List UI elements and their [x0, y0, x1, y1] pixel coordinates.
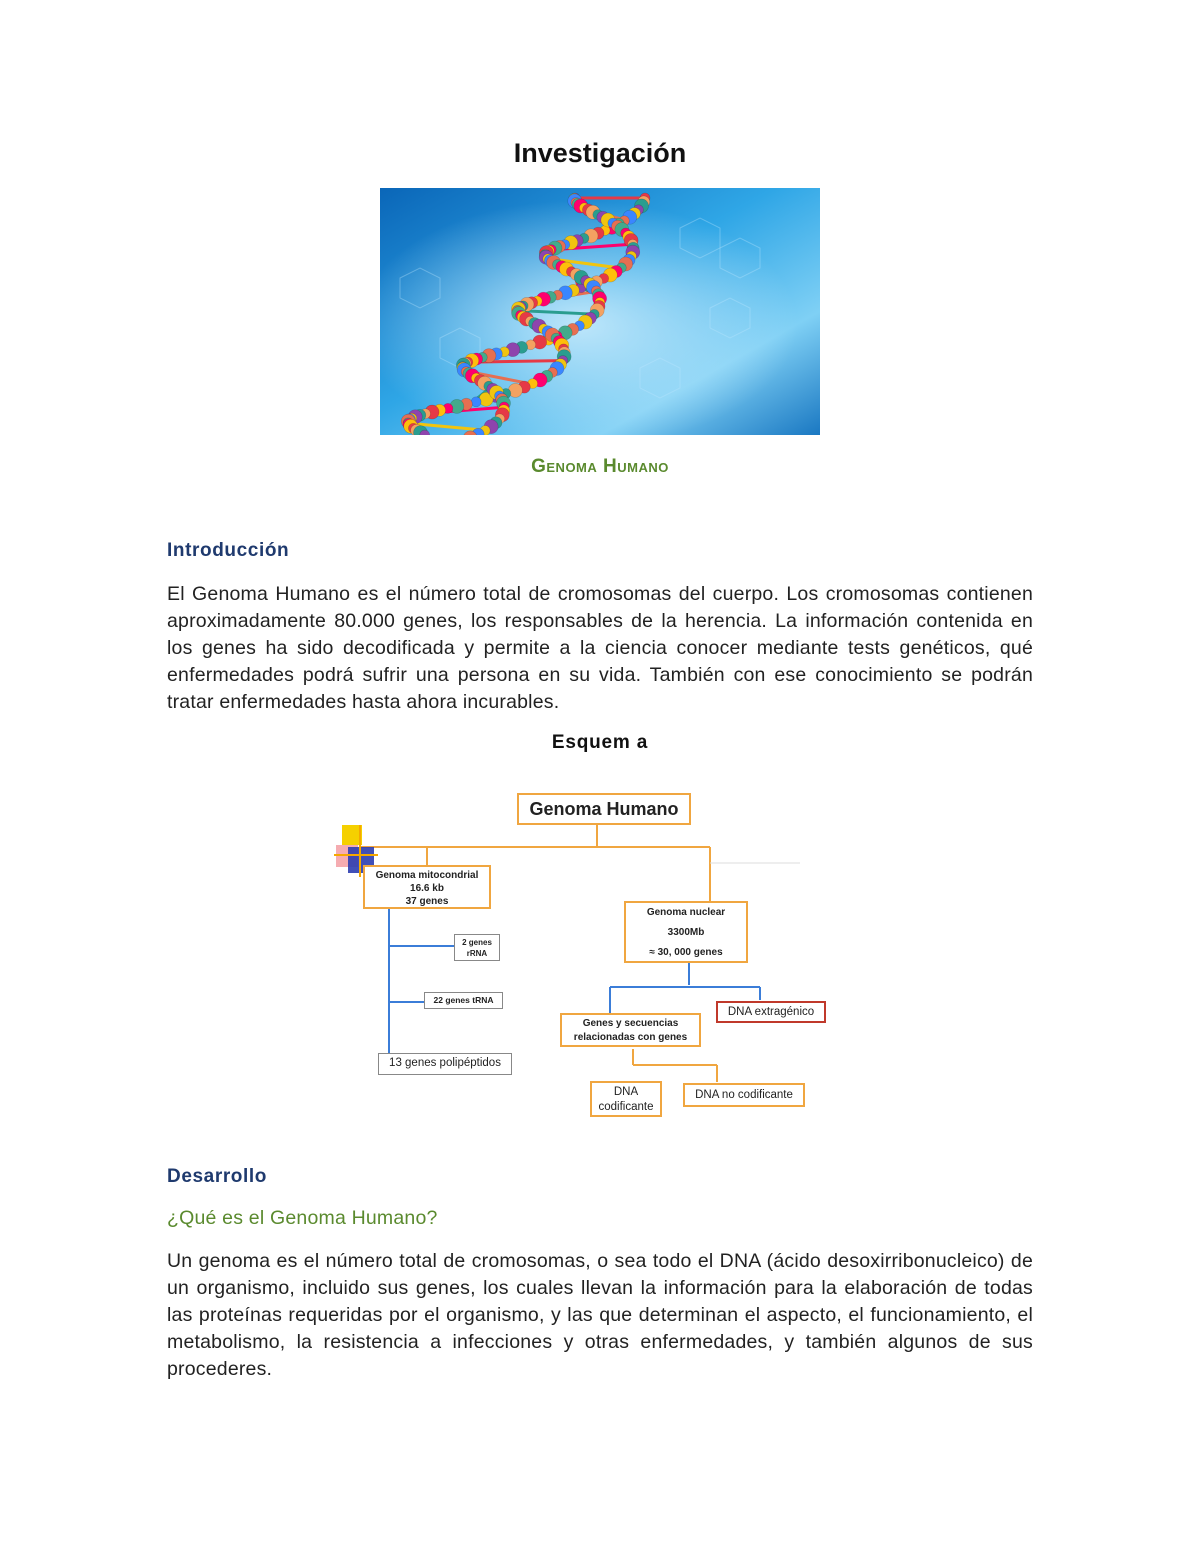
schema-heading: Esquem a [551, 732, 649, 753]
genes-sequences-line2: relacionadas con genes [573, 1032, 688, 1043]
mito-genome-node [363, 865, 491, 909]
trna-node: 22 genes tRNA [424, 992, 503, 1009]
genes-sequences-node [560, 1013, 701, 1047]
coding-dna-line2: codificante [598, 1101, 654, 1113]
genome-diagram [330, 785, 850, 1125]
nuclear-genome-node [624, 901, 748, 963]
document-title: Investigación [513, 138, 687, 168]
dna-helix-image [380, 188, 820, 435]
noncoding-dna-node: DNA no codificante [683, 1083, 805, 1107]
coding-dna-node [590, 1081, 662, 1117]
intro-heading: Introducción [167, 540, 290, 561]
rrna-node [454, 934, 500, 961]
genes-sequences-line1: Genes y secuencias [582, 1018, 679, 1029]
polypeptide-node: 13 genes polipéptidos [378, 1053, 512, 1075]
nuclear-genome-size: 3300Mb [667, 927, 705, 938]
mito-genome-genes: 37 genes [405, 896, 449, 907]
coding-dna-line1: DNA [613, 1086, 639, 1098]
extragenic-node: DNA extragénico [716, 1001, 826, 1023]
dna-helix-illustration [380, 188, 820, 435]
document-subtitle: Genoma Humano [531, 456, 669, 477]
rrna-label: rRNA [466, 949, 488, 958]
development-paragraph: Un genoma es el número total de cromosomas, o sea todo el DNA (ácido desoxirribonucleico) de un organismo, incluido sus genes, los cuales llevan la información para la elaboración de todas las proteínas requeridas por el organismo, y las que determinan el aspecto, el funcionamiento, el metabolismo, la resistencia a infecciones y otras enfermedades, y también algunos de sus procederes. [167, 1250, 1033, 1380]
helix-bead [471, 397, 481, 407]
mito-genome-title: Genoma mitocondrial [375, 870, 479, 881]
root-node: Genoma Humano [517, 793, 691, 825]
intro-paragraph: El Genoma Humano es el número total de cromosomas del cuerpo. Los cromosomas contienen aproximadamente 80.000 genes, los responsables de la herencia. La información contenida en los genes ha sido decodificada y permite a la ciencia conocer mediante tests genéticos, qué enfermedades podrá sufrir una persona en su vida. También con ese conocimiento se podrán tratar enfermedades hasta ahora incurables. [167, 583, 1033, 713]
nuclear-genome-title: Genoma nuclear [646, 907, 726, 918]
mito-genome-size: 16.6 kb [410, 883, 444, 894]
development-heading: Desarrollo [167, 1166, 267, 1187]
nuclear-genome-genes: ≈ 30, 000 genes [649, 947, 723, 958]
development-question: ¿Qué es el Genoma Humano? [167, 1207, 438, 1229]
rrna-count: 2 genes [462, 938, 492, 947]
